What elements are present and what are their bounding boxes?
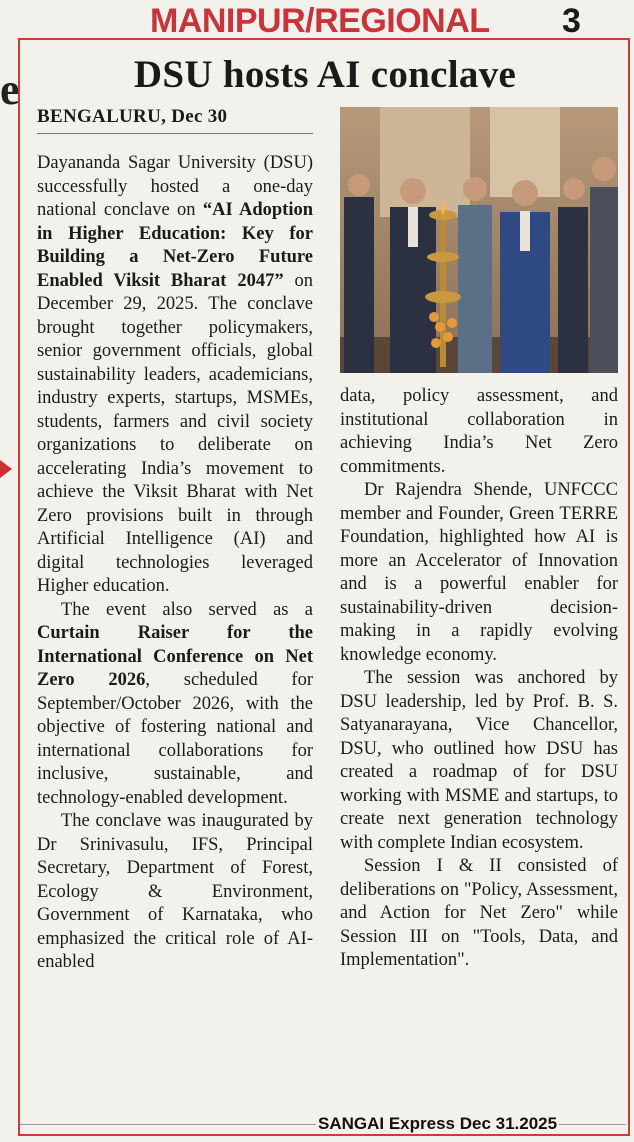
article-column-right: [340, 385, 618, 973]
red-arrow-icon: [0, 460, 12, 478]
paragraph-text: The event also served as a: [61, 599, 313, 620]
paragraph-text: on December 29, 2025. The conclave brought together policymakers, senior government officials, global sustainability leaders, academicians, industry experts, startups, MSMEs, students, farmers and civil society organizations to deliberate on accelerating India’s movement to achieve the Viksit Bharat with Net Zero provisions built in through Artificial Intelligence (AI) and digital technologies leveraged Higher education.: [37, 270, 314, 596]
article-paragraph: The session was anchored by DSU leadership, led by Prof. B. S. Satyanarayana, Vice Chancellor, DSU, who outlined how DSU has created a roadmap of for DSU working with MSME and startups, to create next generation technology with complete Indian ecosystem.: [340, 668, 618, 853]
lamp-lighting-photo-icon: [340, 107, 618, 373]
emphasized-text: Curtain Raiser for the International Conference on Net Zero 2026: [37, 623, 313, 690]
article-paragraph: [37, 810, 313, 975]
emphasized-text: “AI Adoption in Higher Education: Key for Building a Net-Zero Future Enabled Viksit Bharat 2047”: [37, 200, 313, 291]
adjacent-letter-glyph: e: [0, 65, 20, 114]
paragraph-text: The conclave was inaugurated by Dr Srinivasulu, IFS, Principal Secretary, Department of Forest, Ecology & Environment, Government of Karnataka, who emphasized the critical role of AI-enabled: [37, 811, 313, 972]
page-number: 3: [562, 2, 581, 40]
article-paragraph: data, policy assessment, and institutional collaboration in achieving India’s Net Zero commitments.: [340, 386, 618, 477]
adjacent-column-fragment: [0, 60, 20, 1140]
article-paragraph: Session I & II consisted of deliberations on "Policy, Assessment, and Action for Net Zero" while Session III on "Tools, Data, and Implementation".: [340, 856, 618, 970]
paragraph-text: , scheduled for September/October 2026, with the objective of fostering national and international collaborations for inclusive, sustainable, and technology-enabled development.: [37, 670, 314, 808]
article-paragraph: [37, 599, 313, 811]
article-paragraph: Dr Rajendra Shende, UNFCCC member and Founder, Green TERRE Foundation, highlighted how AI is more an Accelerator of Innovation and is a powerful enabler for sustainability-driven decision-making in a rapidly evolving knowledge economy.: [340, 480, 618, 665]
dateline-divider: [37, 133, 313, 134]
section-header: MANIPUR/REGIONAL: [150, 2, 490, 40]
article-paragraph: [37, 152, 313, 599]
dateline: BENGALURU, Dec 30: [37, 106, 228, 127]
event-photo: [340, 107, 618, 373]
headline: DSU hosts AI conclave: [133, 53, 517, 96]
article-column-left: [37, 152, 313, 975]
paragraph-text: Dayananda Sagar University (DSU) successfully hosted a one-day national conclave on: [37, 153, 313, 220]
source-credit: SANGAI Express Dec 31.2025: [318, 1114, 558, 1133]
